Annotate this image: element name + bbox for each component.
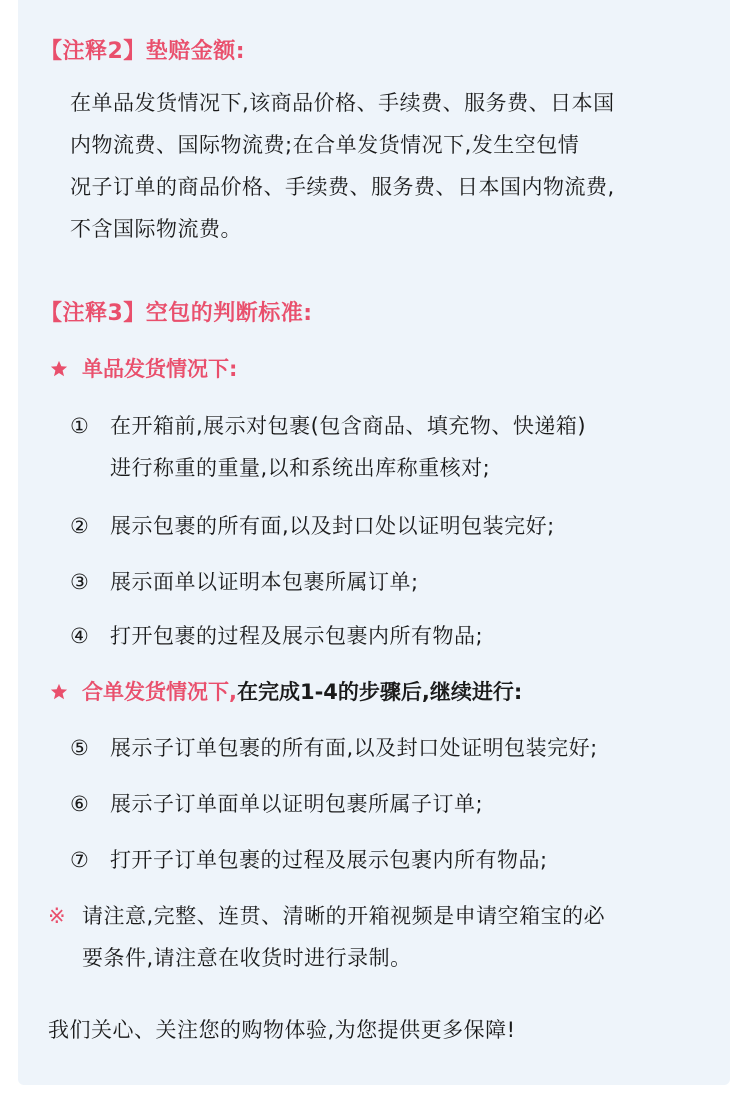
- list-item: [70, 566, 419, 596]
- star-icon: [50, 360, 68, 378]
- star-icon: [50, 683, 68, 701]
- item-text: 打开子订单包裹的过程及展示包裹内所有物品;: [110, 848, 548, 872]
- list-item: [70, 620, 483, 650]
- item-text: 在开箱前,展示对包裹(包含商品、填充物、快递箱): [110, 414, 587, 438]
- combined-shipping-label: 合单发货情况下,: [82, 680, 237, 704]
- note2-line: 在单品发货情况下,该商品价格、手续费、服务费、日本国: [70, 91, 615, 115]
- item-number: ③: [70, 570, 90, 594]
- note2-paragraph: [70, 82, 615, 250]
- attention-line: 请注意,完整、连贯、清晰的开箱视频是申请空箱宝的必: [82, 904, 606, 928]
- item-number: ①: [70, 414, 90, 438]
- item-number: ⑦: [70, 848, 90, 872]
- attention-note: [48, 900, 605, 930]
- list-item: [70, 410, 586, 440]
- note2-heading: 【注释2】垫赔金额:: [40, 39, 246, 64]
- item-text: 展示子订单包裹的所有面,以及封口处证明包装完好;: [110, 736, 598, 760]
- list-item: [70, 788, 483, 818]
- attention-line-continuation: 要条件,请注意在收货时进行录制。: [82, 946, 412, 970]
- item-number: ⑤: [70, 736, 90, 760]
- item-number: ⑥: [70, 792, 90, 816]
- item-text: 打开包裹的过程及展示包裹内所有物品;: [110, 624, 484, 648]
- note2-line: 内物流费、国际物流费;在合单发货情况下,发生空包情: [70, 133, 580, 157]
- item-text: 展示包裹的所有面,以及封口处以证明包装完好;: [110, 514, 555, 538]
- note2-line: 不含国际物流费。: [70, 217, 242, 241]
- note2-line: 况子订单的商品价格、手续费、服务费、日本国内物流费,: [70, 175, 615, 199]
- combined-shipping-title: [50, 676, 522, 706]
- item-number: ④: [70, 624, 90, 648]
- list-item: [70, 844, 548, 874]
- list-item: [70, 732, 598, 762]
- reference-mark-icon: ※: [48, 904, 67, 928]
- combined-shipping-subtitle: 在完成1-4的步骤后,继续进行:: [236, 680, 523, 704]
- single-shipping-title: [50, 353, 237, 383]
- closing-statement: 我们关心、关注您的购物体验,为您提供更多保障!: [48, 1018, 516, 1042]
- item-text: 展示子订单面单以证明包裹所属子订单;: [110, 792, 484, 816]
- item-number: ②: [70, 514, 90, 538]
- item-text: 展示面单以证明本包裹所属订单;: [110, 570, 419, 594]
- list-item: [70, 510, 555, 540]
- single-shipping-label: 单品发货情况下:: [82, 357, 238, 381]
- list-item-continuation: 进行称重的重量,以和系统出库称重核对;: [110, 456, 491, 480]
- note3-heading: 【注释3】空包的判断标准:: [40, 301, 313, 326]
